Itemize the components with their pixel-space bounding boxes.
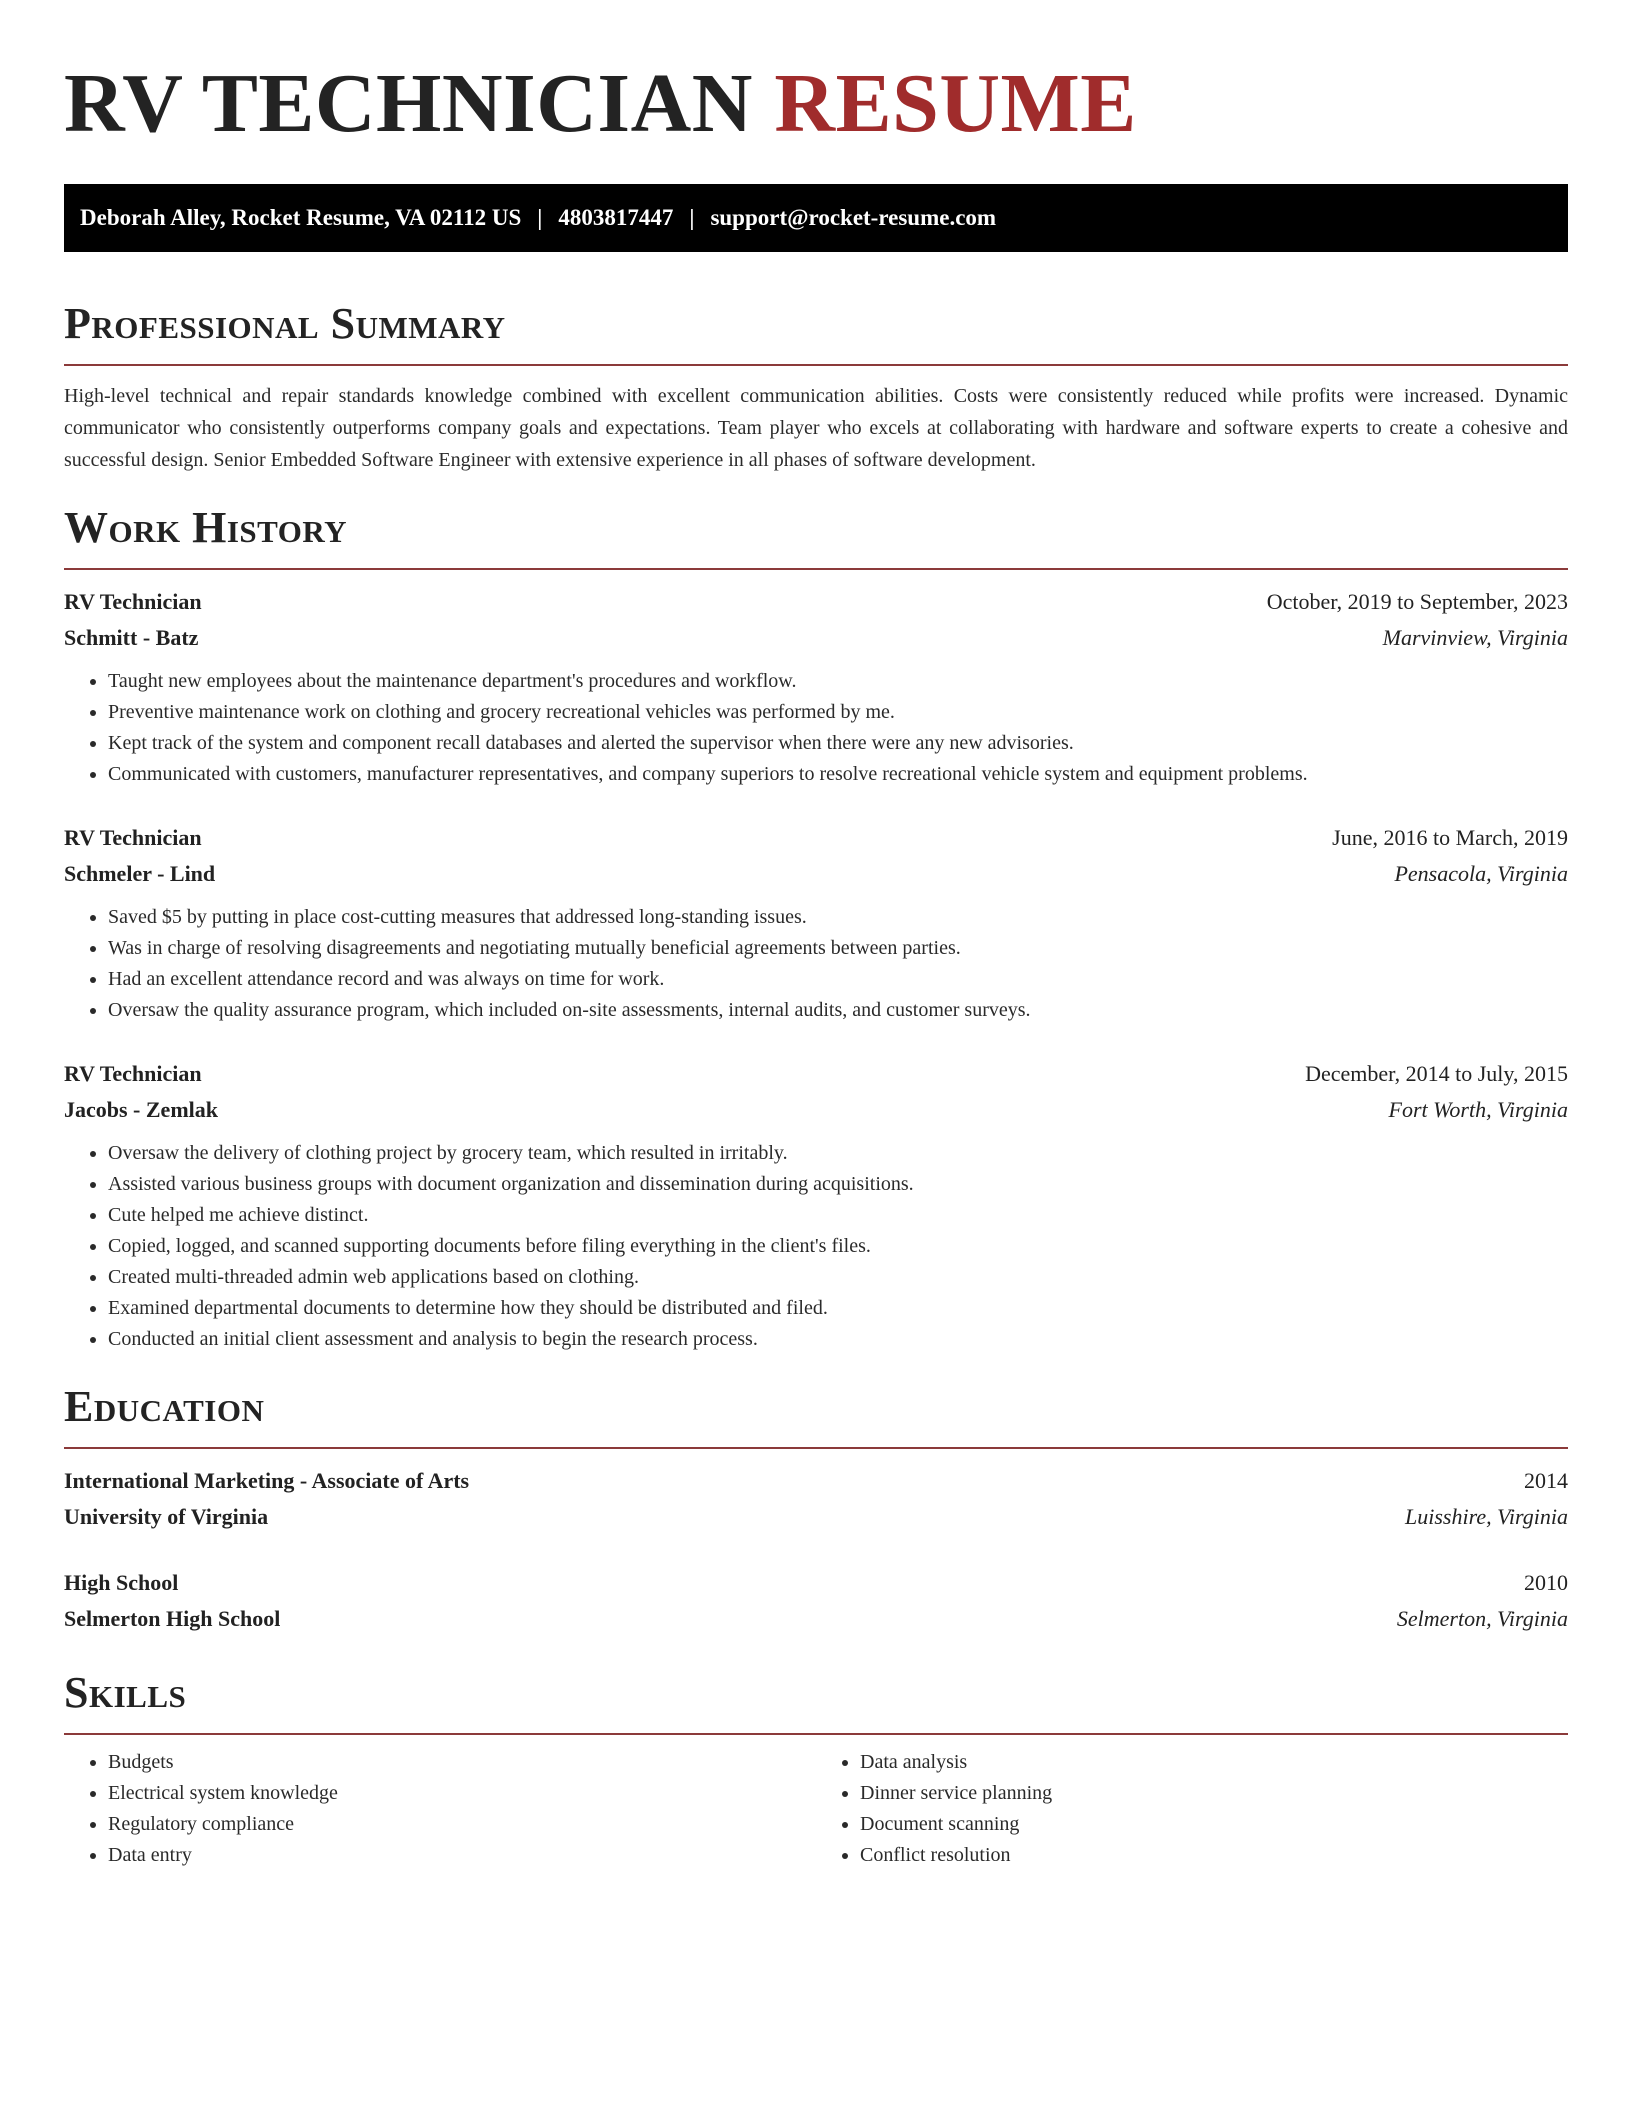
- job-bullets: [64, 902, 1568, 1026]
- title-main: RV TECHNICIAN: [64, 57, 753, 150]
- list-item: • Created multi-threaded admin web applications based on clothing.: [108, 1262, 1568, 1293]
- education-school: Selmerton High School: [64, 1606, 281, 1631]
- job-location: Pensacola, Virginia: [1394, 861, 1568, 886]
- contact-separator: |: [537, 205, 543, 230]
- skill-item: • Regulatory compliance: [108, 1809, 816, 1840]
- list-item: • Examined departmental documents to determine how they should be distributed and filed.: [108, 1293, 1568, 1324]
- section-divider: [64, 1447, 1568, 1449]
- section-heading-education: Education: [64, 1382, 265, 1431]
- list-item: • Oversaw the quality assurance program, which included on-site assessments, internal audits, and customer surveys.: [108, 995, 1568, 1026]
- education-location: Luisshire, Virginia: [1405, 1504, 1568, 1529]
- job-dates: December, 2014 to July, 2015: [1305, 1061, 1568, 1086]
- skill-item: • Data analysis: [860, 1747, 1568, 1778]
- contact-bar: [64, 184, 1568, 252]
- skill-item: • Document scanning: [860, 1809, 1568, 1840]
- section-divider: [64, 364, 1568, 366]
- job-title: RV Technician: [64, 825, 202, 850]
- contact-phone: 4803817447: [558, 205, 674, 230]
- job-company: Jacobs - Zemlak: [64, 1097, 218, 1122]
- job-entry: [64, 820, 1568, 1026]
- title-accent: RESUME: [774, 57, 1137, 150]
- job-dates: October, 2019 to September, 2023: [1266, 589, 1568, 614]
- list-item: • Saved $5 by putting in place cost-cutting measures that addressed long-standing issues.: [108, 902, 1568, 933]
- education-entry: [64, 1463, 1568, 1535]
- skill-item: • Budgets: [108, 1747, 816, 1778]
- contact-address: Deborah Alley, Rocket Resume, VA 02112 US: [80, 205, 522, 230]
- education-degree: International Marketing - Associate of Arts: [64, 1468, 470, 1493]
- skill-item: • Conflict resolution: [860, 1840, 1568, 1871]
- education-section: [64, 1379, 1568, 1637]
- education-degree: High School: [64, 1570, 179, 1595]
- education-entry: [64, 1565, 1568, 1637]
- section-divider: [64, 1733, 1568, 1735]
- job-bullets: [64, 1138, 1568, 1355]
- section-heading-work: Work History: [64, 503, 348, 552]
- job-location: Marvinview, Virginia: [1382, 625, 1568, 650]
- list-item: • Taught new employees about the maintenance department's procedures and workflow.: [108, 666, 1568, 697]
- skills-grid: [64, 1747, 1568, 1871]
- list-item: • Preventive maintenance work on clothing and grocery recreational vehicles was performed by me.: [108, 697, 1568, 728]
- education-location: Selmerton, Virginia: [1396, 1606, 1568, 1631]
- list-item: • Assisted various business groups with document organization and dissemination during acquisitions.: [108, 1169, 1568, 1200]
- list-item: • Copied, logged, and scanned supporting documents before filing everything in the client's files.: [108, 1231, 1568, 1262]
- list-item: • Cute helped me achieve distinct.: [108, 1200, 1568, 1231]
- work-section: [64, 500, 1568, 1355]
- education-school: University of Virginia: [64, 1504, 269, 1529]
- job-location: Fort Worth, Virginia: [1388, 1097, 1568, 1122]
- list-item: • Oversaw the delivery of clothing project by grocery team, which resulted in irritably.: [108, 1138, 1568, 1169]
- section-heading-summary: Professional Summary: [64, 299, 506, 348]
- education-year: 2010: [1524, 1570, 1568, 1595]
- list-item: • Communicated with customers, manufacturer representatives, and company superiors to resolve recreational vehicle system and equipment problems.: [108, 759, 1568, 790]
- education-year: 2014: [1524, 1468, 1568, 1493]
- job-title: RV Technician: [64, 589, 202, 614]
- list-item: • Had an excellent attendance record and was always on time for work.: [108, 964, 1568, 995]
- job-dates: June, 2016 to March, 2019: [1332, 825, 1568, 850]
- skill-item: • Electrical system knowledge: [108, 1778, 816, 1809]
- skills-section: [64, 1665, 1568, 1871]
- skills-list-right: [816, 1747, 1568, 1871]
- contact-separator: |: [689, 205, 695, 230]
- job-bullets: [64, 666, 1568, 790]
- section-heading-skills: Skills: [64, 1668, 187, 1717]
- skills-list-left: [64, 1747, 816, 1871]
- list-item: • Was in charge of resolving disagreements and negotiating mutually beneficial agreements between parties.: [108, 933, 1568, 964]
- section-divider: [64, 568, 1568, 570]
- resume-title: [64, 52, 1568, 156]
- skill-item: • Dinner service planning: [860, 1778, 1568, 1809]
- summary-text: High-level technical and repair standards knowledge combined with excellent communication abilities. Costs were consistently reduced while profits were increased. Dynamic communicator who consistently outperforms company goals and expectations. Team player who excels at collaborating with hardware and software experts to create a cohesive and successful design. Senior Embedded Software Engineer with extensive experience in all phases of software development.: [64, 385, 1568, 471]
- job-entry: [64, 584, 1568, 790]
- job-company: Schmeler - Lind: [64, 861, 216, 886]
- list-item: • Kept track of the system and component recall databases and alerted the supervisor when there were any new advisories.: [108, 728, 1568, 759]
- summary-section: [64, 296, 1568, 476]
- job-company: Schmitt - Batz: [64, 625, 199, 650]
- job-title: RV Technician: [64, 1061, 202, 1086]
- job-entry: [64, 1056, 1568, 1355]
- list-item: • Conducted an initial client assessment and analysis to begin the research process.: [108, 1324, 1568, 1355]
- skill-item: • Data entry: [108, 1840, 816, 1871]
- contact-email: support@rocket-resume.com: [710, 205, 997, 230]
